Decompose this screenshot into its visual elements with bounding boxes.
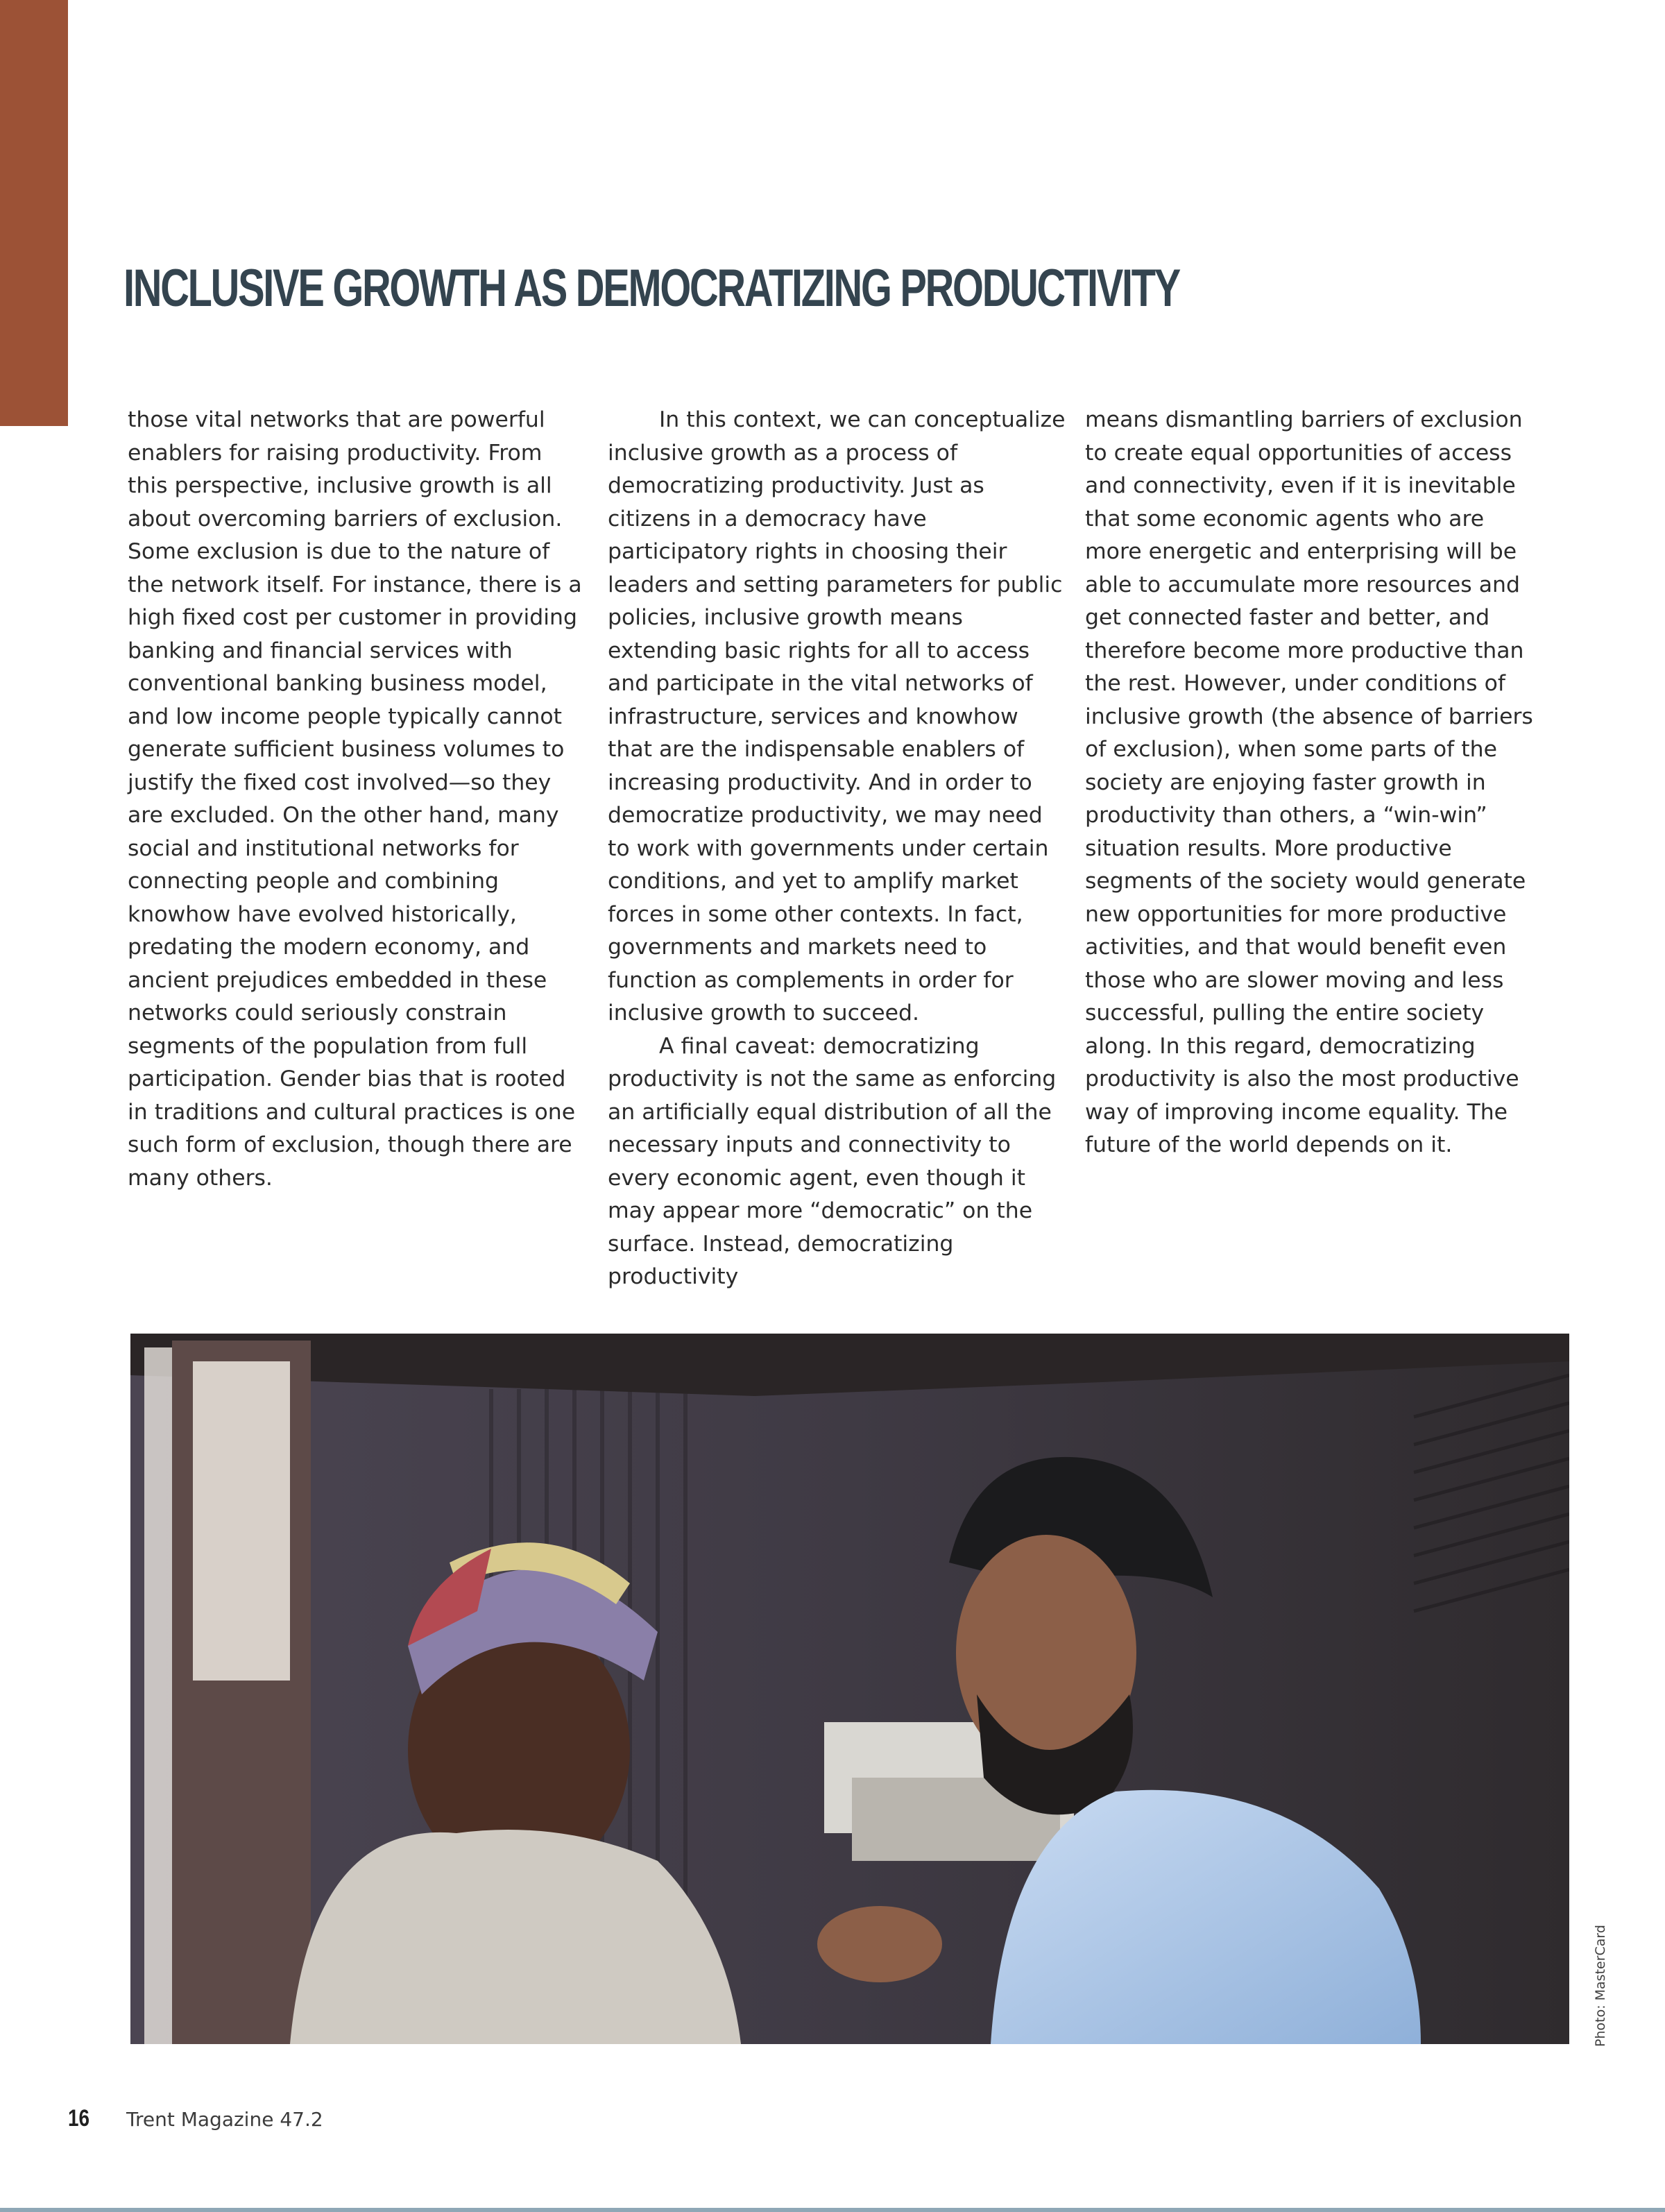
- accent-bar: [0, 0, 68, 426]
- text-column-2: [608, 404, 1066, 1294]
- magazine-name: Trent Magazine 47.2: [126, 2108, 323, 2131]
- article-title: INCLUSIVE GROWTH AS DEMOCRATIZING PRODUCTIVITY: [123, 259, 1180, 318]
- bottom-rule: [0, 2208, 1665, 2212]
- paragraph-1: those vital networks that are powerful enablers for raising productivity. From this perspective, inclusive growth is all about overcoming barriers of exclusion. Some exclusion is due to the nature of the network itself. For instance, there is a high fixed cost per customer in providing banking and financial services with conventional banking business model, and low income people typically cannot generate sufficient business volumes to justify the fixed cost involved—so they are excluded. On the other hand, many social and institutional networks for connecting people and combining knowhow have evolved historically, predating the modern economy, and ancient prejudices embedded in these networks could seriously constrain segments of the population from full participation. Gender bias that is rooted in traditions and cultural practices is one such form of exclusion, though there are many others.: [128, 407, 582, 1191]
- paragraph-4: means dismantling barriers of exclusion to create equal opportunities of access and connectivity, even if it is inevitable that some economic agents who are more energetic and enterprising will be able to accumulate more resources and get connected faster and better, and therefore become more productive than the rest. However, under conditions of inclusive growth (the absence of barriers of exclusion), when some parts of the society are enjoying faster growth in productivity than others, a “win-win” situation results. More productive segments of the society would generate new opportunities for more productive activities, and that would benefit even those who are slower moving and less successful, pulling the entire society along. In this regard, democratizing productivity is also the most productive way of improving income equality. The future of the world depends on it.: [1085, 407, 1533, 1157]
- photo-credit: Photo: MasterCard: [1593, 1925, 1608, 2047]
- text-column-1: [128, 404, 586, 1195]
- page-number: 16: [68, 2105, 90, 2132]
- text-column-3: [1085, 404, 1543, 1162]
- paragraph-2: In this context, we can conceptualize inclusive growth as a process of democratizing productivity. Just as citizens in a democracy have participatory rights in choosing their leaders and setting parameters for public policies, inclusive growth means extending basic rights for all to access and participate in the vital networks of infrastructure, services and knowhow that are the indispensable enablers of increasing productivity. And in order to democratize productivity, we may need to work with governments under certain conditions, and yet to amplify market forces in some other contexts. In fact, governments and markets need to function as complements in order for inclusive growth to succeed.: [608, 407, 1066, 1026]
- photo-illustration: [130, 1334, 1569, 2044]
- paragraph-3: A final caveat: democratizing productivity is not the same as enforcing an artificially equal distribution of all the necessary inputs and connectivity to every economic agent, even though it may appear more “democratic” on the surface. Instead, democratizing productivity: [608, 1033, 1057, 1289]
- article-photo: [130, 1334, 1569, 2044]
